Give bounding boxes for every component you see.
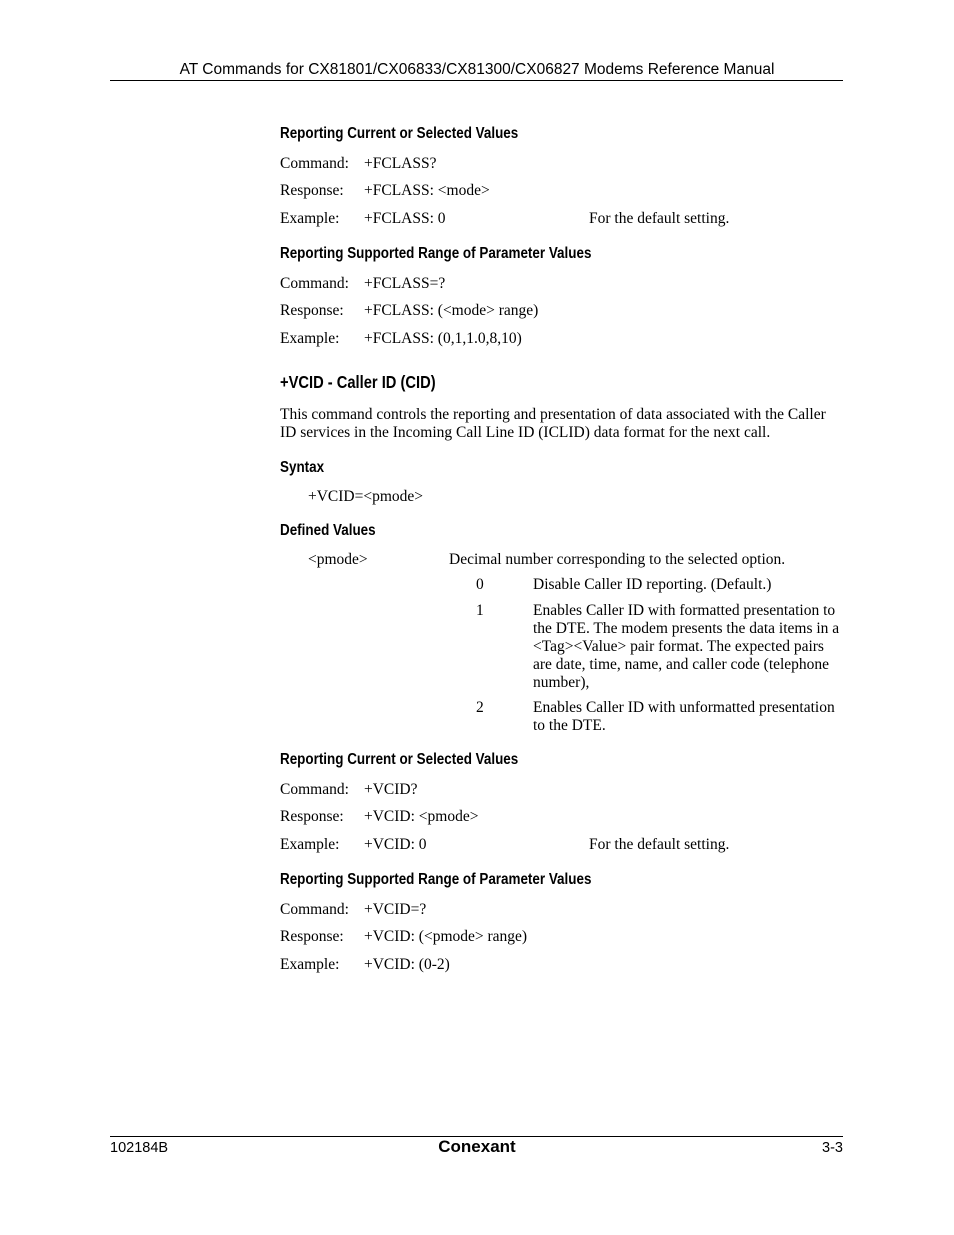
option-description: Disable Caller ID reporting. (Default.) <box>533 576 772 593</box>
row-label: Command: <box>280 275 349 292</box>
running-header-title: AT Commands for CX81801/CX06833/CX81300/CX06827 Modems Reference Manual <box>179 61 775 78</box>
row-value: +FCLASS: 0 <box>364 210 446 227</box>
row-label: Response: <box>280 808 344 825</box>
header-rule <box>110 80 843 81</box>
row-label: Response: <box>280 928 344 945</box>
row-note: For the default setting. <box>589 210 730 227</box>
option-value: 2 <box>476 699 484 716</box>
option-description: Enables Caller ID with formatted presentation to the DTE. The modem presents the data items in a <Tag><Value> pair format. The expected pairs are date, time, name, and caller code (telephone number), <box>533 602 840 691</box>
vcid-current-heading: Reporting Current or Selected Values <box>280 751 519 768</box>
fclass-current-response-row <box>0 182 954 200</box>
row-value: +FCLASS? <box>364 155 437 172</box>
fclass-range-command-row <box>0 275 954 293</box>
option-value: 1 <box>476 602 484 619</box>
row-label: Example: <box>280 210 340 227</box>
defined-values-heading: Defined Values <box>280 522 376 539</box>
parameter-name: <pmode> <box>308 551 368 568</box>
vcid-range-heading: Reporting Supported Range of Parameter Values <box>280 871 592 888</box>
row-value: +VCID: 0 <box>364 836 427 853</box>
vcid-description: This command controls the reporting and presentation of data associated with the Caller ID services in the Incoming Call Line ID (ICLID) data format for the next call. <box>280 406 826 441</box>
row-label: Example: <box>280 330 340 347</box>
row-value: +FCLASS=? <box>364 275 446 292</box>
fclass-range-example-row <box>0 330 954 348</box>
vcid-section-title: +VCID - Caller ID (CID) <box>280 372 436 392</box>
syntax-text: +VCID=<pmode> <box>308 488 424 505</box>
vcid-range-response-row <box>0 928 954 946</box>
fclass-range-response-row <box>0 302 954 320</box>
row-value: +VCID=? <box>364 901 427 918</box>
vcid-range-command-row <box>0 901 954 919</box>
vcid-range-example-row <box>0 956 954 974</box>
footer-doc-number: 102184B <box>110 1140 169 1156</box>
syntax-heading: Syntax <box>280 459 325 476</box>
row-label: Command: <box>280 901 349 918</box>
row-label: Command: <box>280 155 349 172</box>
row-label: Command: <box>280 781 349 798</box>
row-note: For the default setting. <box>589 836 730 853</box>
footer-page-number: 3-3 <box>822 1140 843 1156</box>
row-label: Example: <box>280 836 340 853</box>
vcid-current-response-row <box>0 808 954 826</box>
footer-company: Conexant <box>438 1137 516 1156</box>
parameter-description: Decimal number corresponding to the selected option. <box>449 551 786 568</box>
vcid-current-command-row <box>0 781 954 799</box>
fclass-current-example-row <box>0 210 954 228</box>
vcid-current-example-row <box>0 836 954 854</box>
row-label: Example: <box>280 956 340 973</box>
row-value: +VCID? <box>364 781 418 798</box>
row-value: +VCID: (<pmode> range) <box>364 928 528 945</box>
row-value: +FCLASS: <mode> <box>364 182 490 199</box>
row-value: +FCLASS: (<mode> range) <box>364 302 539 319</box>
option-description: Enables Caller ID with unformatted presentation to the DTE. <box>533 699 835 734</box>
row-value: +VCID: (0-2) <box>364 956 450 973</box>
row-label: Response: <box>280 302 344 319</box>
row-value: +FCLASS: (0,1,1.0,8,10) <box>364 330 522 347</box>
row-value: +VCID: <pmode> <box>364 808 479 825</box>
row-label: Response: <box>280 182 344 199</box>
option-value: 0 <box>476 576 484 593</box>
fclass-current-heading: Reporting Current or Selected Values <box>280 125 519 142</box>
fclass-current-command-row <box>0 155 954 173</box>
fclass-range-heading: Reporting Supported Range of Parameter Values <box>280 245 592 262</box>
